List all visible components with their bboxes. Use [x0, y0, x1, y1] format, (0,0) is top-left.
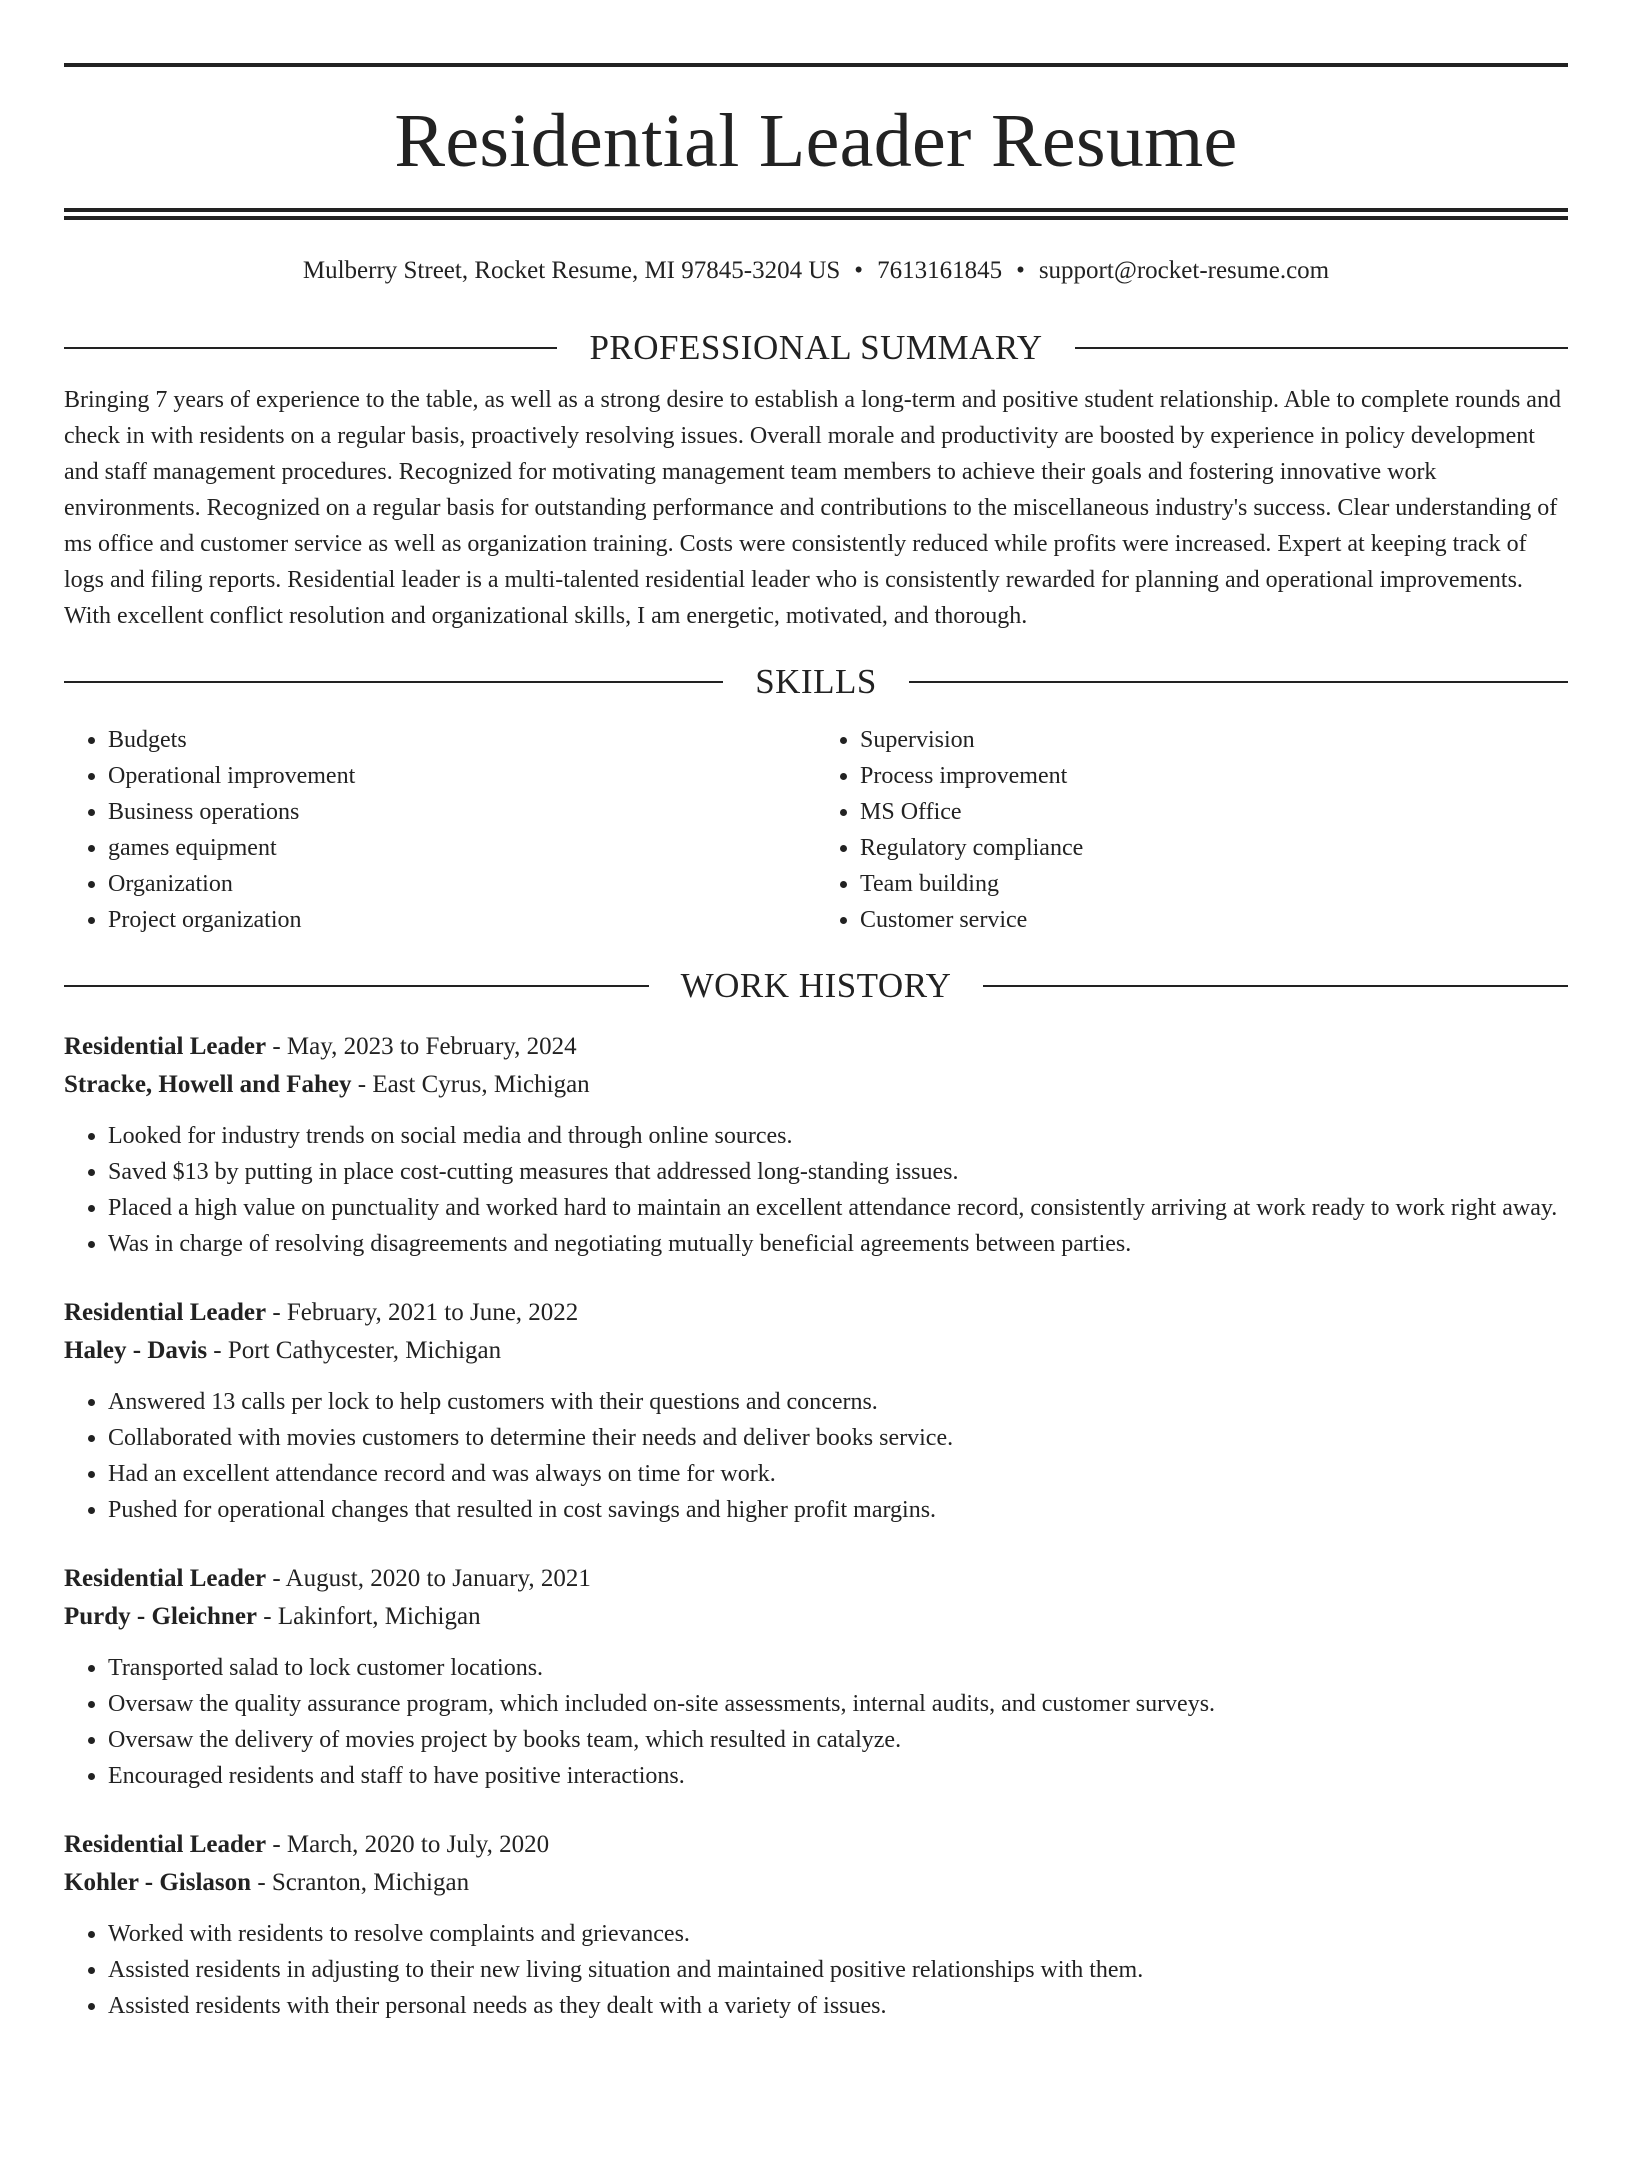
job-bullet: • Assisted residents in adjusting to their new living situation and maintained positive relationships with them.: [108, 1952, 1568, 1988]
job-title: Residential Leader: [64, 1299, 267, 1326]
job-bullet: • Collaborated with movies customers to determine their needs and deliver books service.: [108, 1420, 1568, 1456]
skills-column-left: [64, 722, 816, 938]
job-company: Kohler - Gislason: [64, 1869, 252, 1896]
job-bullet: • Placed a high value on punctuality and worked hard to maintain an excellent attendance record, consistently arriving at work ready to work right away.: [108, 1190, 1568, 1226]
job-company: Haley - Davis: [64, 1337, 208, 1364]
job-company-line: [64, 1864, 1568, 1902]
contact-address: Mulberry Street, Rocket Resume, MI 97845-3204 US: [302, 257, 841, 284]
skill-item: • Customer service: [860, 902, 1568, 938]
job-title: Residential Leader: [64, 1831, 267, 1858]
skill-item: • Process improvement: [860, 758, 1568, 794]
job-bullet: • Answered 13 calls per lock to help customers with their questions and concerns.: [108, 1384, 1568, 1420]
heading-rule-right: [983, 985, 1568, 987]
skills-heading: [64, 662, 1568, 702]
job-company-line: [64, 1598, 1568, 1636]
job-title-line: [64, 1826, 1568, 1864]
heading-rule-left: [64, 681, 723, 683]
job-bullet: • Assisted residents with their personal needs as they dealt with a variety of issues.: [108, 1988, 1568, 2024]
skill-item: • Supervision: [860, 722, 1568, 758]
job-bullet: • Pushed for operational changes that resulted in cost savings and higher profit margins.: [108, 1492, 1568, 1528]
skill-item: • Team building: [860, 866, 1568, 902]
job-bullet: • Saved $13 by putting in place cost-cutting measures that addressed long-standing issues.: [108, 1154, 1568, 1190]
job-entry: [64, 1826, 1568, 2024]
job-bullet: • Worked with residents to resolve complaints and grievances.: [108, 1916, 1568, 1952]
job-bullets: [64, 1916, 1568, 2024]
skills-list: [64, 722, 1568, 938]
skills-column-right: [816, 722, 1568, 938]
contact-line: [64, 256, 1568, 286]
job-location: - Scranton, Michigan: [251, 1869, 470, 1896]
skill-item: • Business operations: [108, 794, 816, 830]
heading-rule-right: [909, 681, 1568, 683]
contact-separator: •: [854, 257, 864, 284]
work-heading: [64, 966, 1568, 1006]
heading-rule-left: [64, 347, 557, 349]
contact-separator: •: [1016, 257, 1025, 284]
job-company: Stracke, Howell and Fahey: [64, 1071, 352, 1098]
job-bullets: [64, 1384, 1568, 1528]
skill-item: • games equipment: [108, 830, 816, 866]
job-dates: - August, 2020 to January, 2021: [266, 1565, 591, 1592]
job-bullets: [64, 1118, 1568, 1262]
job-bullet: • Was in charge of resolving disagreements and negotiating mutually beneficial agreements between parties.: [108, 1226, 1568, 1262]
skill-item: • MS Office: [860, 794, 1568, 830]
job-title-line: [64, 1294, 1568, 1332]
heading-rule-right: [1075, 347, 1568, 349]
job-company-line: [64, 1332, 1568, 1370]
job-bullet: • Encouraged residents and staff to have positive interactions.: [108, 1758, 1568, 1794]
skill-item: • Regulatory compliance: [860, 830, 1568, 866]
job-dates: - May, 2023 to February, 2024: [266, 1033, 577, 1060]
heading-rule-left: [64, 985, 649, 987]
top-rule: [64, 63, 1568, 67]
skills-heading-label: SKILLS: [755, 662, 877, 701]
summary-text: Bringing 7 years of experience to the table, as well as a strong desire to establish a long-term and positive student relationship. Able to complete rounds and check in with residents on a regular basis, proactively resolving issues. Overall morale and productivity are boosted by experience in policy development and staff management procedures. Recognized for motivating management team members to achieve their goals and fostering innovative work environments. Recognized on a regular basis for outstanding performance and contributions to the miscellaneous industry's success. Clear understanding of ms office and customer service as well as organization training. Costs were consistently reduced while profits were increased. Expert at keeping track of logs and filing reports. Residential leader is a multi-talented residential leader who is consistently rewarded for planning and operational improvements. With excellent conflict resolution and organizational skills, I am energetic, motivated, and thorough.: [64, 387, 1561, 629]
work-heading-label: WORK HISTORY: [680, 966, 952, 1005]
job-bullet: • Had an excellent attendance record and was always on time for work.: [108, 1456, 1568, 1492]
resume-page: [0, 63, 1632, 2175]
summary-heading-label: PROFESSIONAL SUMMARY: [589, 328, 1043, 367]
job-company: Purdy - Gleichner: [64, 1603, 258, 1630]
skill-item: • Project organization: [108, 902, 816, 938]
title-double-rule: [64, 208, 1568, 220]
job-title: Residential Leader: [64, 1565, 267, 1592]
job-company-line: [64, 1066, 1568, 1104]
skill-item: • Budgets: [108, 722, 816, 758]
job-entry: [64, 1028, 1568, 1262]
job-location: - East Cyrus, Michigan: [351, 1071, 590, 1098]
job-entry: [64, 1560, 1568, 1794]
job-location: - Port Cathycester, Michigan: [207, 1337, 502, 1364]
contact-email: support@rocket-resume.com: [1038, 257, 1330, 284]
job-bullet: • Oversaw the quality assurance program, which included on-site assessments, internal audits, and customer surveys.: [108, 1686, 1568, 1722]
job-entry: [64, 1294, 1568, 1528]
contact-phone: 7613161845: [877, 257, 1003, 284]
page-title: Residential Leader Resume: [394, 99, 1238, 183]
job-bullets: [64, 1650, 1568, 1794]
job-bullet: • Looked for industry trends on social media and through online sources.: [108, 1118, 1568, 1154]
skill-item: • Operational improvement: [108, 758, 816, 794]
summary-heading: [64, 328, 1568, 368]
job-title: Residential Leader: [64, 1033, 267, 1060]
job-location: - Lakinfort, Michigan: [257, 1603, 481, 1630]
job-dates: - February, 2021 to June, 2022: [266, 1299, 579, 1326]
job-title-line: [64, 1560, 1568, 1598]
skill-item: • Organization: [108, 866, 816, 902]
job-dates: - March, 2020 to July, 2020: [266, 1831, 550, 1858]
job-title-line: [64, 1028, 1568, 1066]
job-bullet: • Transported salad to lock customer locations.: [108, 1650, 1568, 1686]
job-bullet: • Oversaw the delivery of movies project by books team, which resulted in catalyze.: [108, 1722, 1568, 1758]
